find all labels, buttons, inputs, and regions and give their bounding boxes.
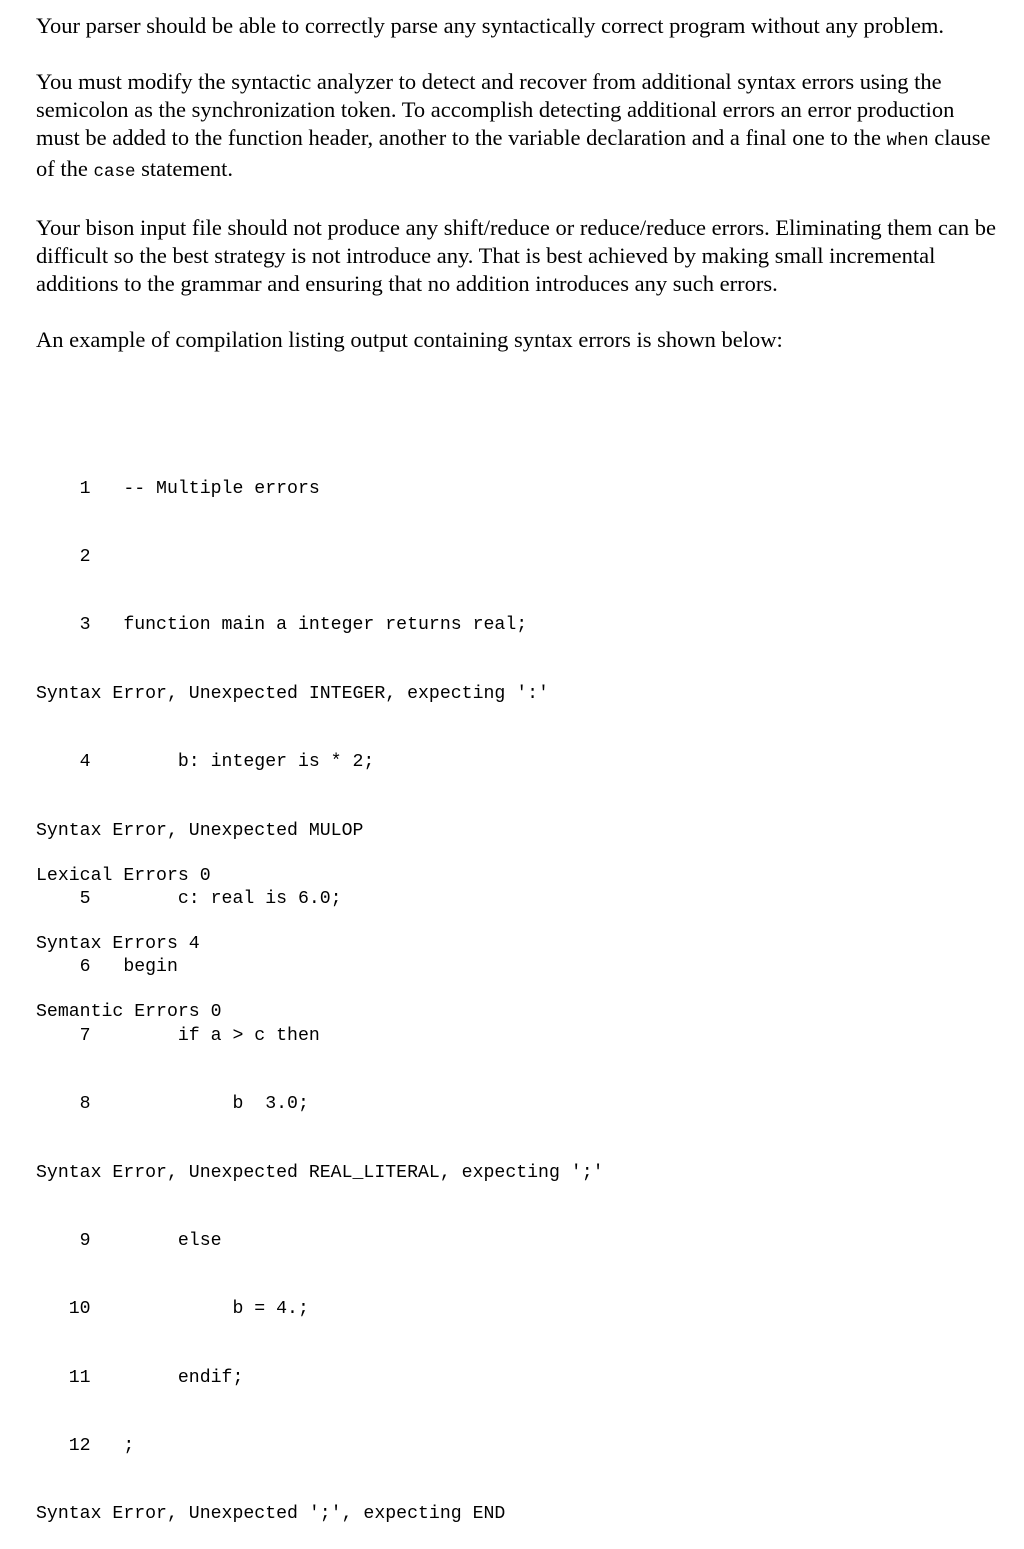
listing-line: 3 function main a integer returns real; xyxy=(36,615,528,636)
listing-error-line: Syntax Error, Unexpected INTEGER, expecting ':' xyxy=(36,683,549,704)
paragraph-text: Your parser should be able to correctly parse any syntactically correct program without any problem. xyxy=(36,13,945,38)
listing-line: 7 if a > c then xyxy=(36,1025,320,1046)
document-body xyxy=(36,12,996,382)
listing-line: 1 -- Multiple errors xyxy=(36,478,320,499)
summary-syntax-errors: Syntax Errors 4 xyxy=(36,933,200,954)
inline-code-when: when xyxy=(886,131,929,151)
listing-line: 10 b = 4.; xyxy=(36,1299,309,1320)
listing-line: 4 b: integer is * 2; xyxy=(36,752,375,773)
inline-code-case: case xyxy=(93,162,136,182)
listing-line: 12 ; xyxy=(36,1436,135,1457)
listing-error-line: Syntax Error, Unexpected REAL_LITERAL, expecting ';' xyxy=(36,1162,604,1183)
summary-semantic-errors: Semantic Errors 0 xyxy=(36,1002,222,1023)
summary-lexical-errors: Lexical Errors 0 xyxy=(36,865,211,886)
error-summary xyxy=(36,819,222,1047)
paragraph-text: Your bison input file should not produce any shift/reduce or reduce/reduce errors. Eliminating them can be difficult so the best strategy is not introduce any. That is best achieved by making small incremental additions to the grammar and ensuring that no addition introduces any such errors. xyxy=(36,215,996,296)
paragraph-text: clause of the xyxy=(36,125,991,181)
paragraph-text: You must modify the syntactic analyzer to detect and recover from additional syntax errors using the semicolon as the synchronization token. To accomplish detecting additional errors an error production must be added to the function header, another to the variable declaration and a final one to the xyxy=(36,69,955,150)
paragraph-parser-requirement xyxy=(36,12,996,40)
listing-line: 8 b 3.0; xyxy=(36,1094,309,1115)
listing-line: 6 begin xyxy=(36,957,178,978)
paragraph-text: statement. xyxy=(135,156,233,181)
paragraph-bison-conflicts xyxy=(36,214,996,298)
paragraph-example-intro xyxy=(36,326,996,354)
listing-line: 2 xyxy=(36,546,91,567)
listing-line: 5 c: real is 6.0; xyxy=(36,888,342,909)
listing-line: 11 endif; xyxy=(36,1367,244,1388)
listing-line: 9 else xyxy=(36,1230,222,1251)
listing-error-line: Syntax Error, Unexpected MULOP xyxy=(36,820,364,841)
paragraph-error-recovery xyxy=(36,68,996,186)
listing-error-line: Syntax Error, Unexpected ';', expecting END xyxy=(36,1504,506,1525)
paragraph-text: An example of compilation listing output containing syntax errors is shown below: xyxy=(36,327,783,352)
